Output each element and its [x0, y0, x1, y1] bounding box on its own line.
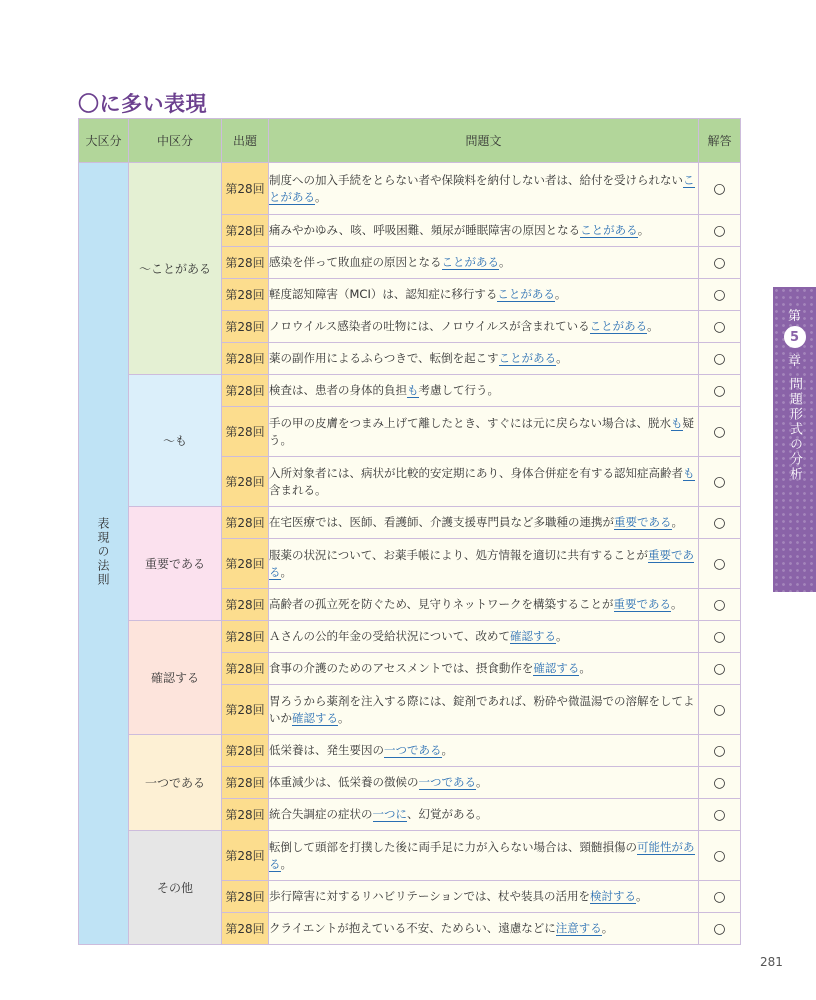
- highlighted-phrase: 一つである: [384, 743, 442, 757]
- highlighted-phrase: 確認する: [510, 629, 557, 643]
- question-text: 。: [556, 351, 568, 365]
- question-text: 高齢者の孤立死を防ぐため、見守りネットワークを構築することが: [269, 597, 614, 611]
- mid-category-cell: 重要である: [129, 507, 222, 621]
- major-category-cell: [79, 163, 129, 945]
- highlighted-phrase: も: [683, 465, 695, 480]
- question-text: 痛みやかゆみ、咳、呼吸困難、頻尿が睡眠障害の原因となる: [269, 223, 581, 237]
- highlighted-phrase: 検討する: [589, 889, 636, 903]
- table-header-row: [79, 119, 741, 163]
- question-cell: [269, 215, 699, 247]
- table-row: [79, 621, 741, 653]
- question-text: Ａさんの公的年金の受給状況について、改めて: [269, 629, 511, 643]
- session-cell: 第28回: [222, 831, 269, 881]
- question-text: 薬の副作用によるふらつきで、転倒を起こす: [269, 351, 499, 365]
- answer-cell: ○: [699, 831, 741, 881]
- question-text: 胃ろうから薬剤を注入する際には、錠剤であれば、粉砕や微温湯での溶解をしてよいか: [269, 693, 695, 725]
- answer-cell: ○: [699, 589, 741, 621]
- question-cell: [269, 589, 699, 621]
- table-body: [79, 163, 741, 945]
- header-session: 出題: [222, 119, 269, 163]
- mid-category-cell: 〜も: [129, 375, 222, 507]
- session-cell: 第28回: [222, 407, 269, 457]
- question-cell: [269, 457, 699, 507]
- question-text: 考慮して行う。: [418, 383, 499, 397]
- question-text: 感染を伴って敗血症の原因となる: [269, 255, 442, 269]
- page-number: 281: [760, 955, 783, 969]
- question-cell: [269, 343, 699, 375]
- question-text: 手の甲の皮膚をつまみ上げて離したとき、すぐには元に戻らない場合は、脱水: [269, 415, 672, 430]
- highlighted-phrase: も: [407, 383, 419, 397]
- question-cell: [269, 621, 699, 653]
- question-text: 。: [280, 564, 292, 579]
- session-cell: 第28回: [222, 163, 269, 215]
- question-text: 。: [671, 515, 683, 529]
- session-cell: 第28回: [222, 881, 269, 913]
- session-cell: 第28回: [222, 767, 269, 799]
- question-cell: [269, 685, 699, 735]
- session-cell: 第28回: [222, 735, 269, 767]
- answer-cell: ○: [699, 311, 741, 343]
- table-row: [79, 507, 741, 539]
- question-text: 歩行障害に対するリハビリテーションでは、杖や装具の活用を: [269, 889, 590, 903]
- highlighted-phrase: 重要である: [613, 597, 672, 611]
- question-text: 。: [637, 223, 650, 237]
- question-cell: [269, 507, 699, 539]
- mid-category-cell: その他: [129, 831, 222, 945]
- question-text: 、幻覚がある。: [407, 807, 488, 821]
- question-cell: [269, 881, 699, 913]
- question-cell: [269, 913, 699, 945]
- mid-category-cell: 〜ことがある: [129, 163, 222, 375]
- highlighted-phrase: 確認する: [533, 661, 580, 675]
- question-text: 体重減少は、低栄養の徴候の: [269, 775, 419, 789]
- answer-cell: ○: [699, 215, 741, 247]
- question-cell: [269, 407, 699, 457]
- session-cell: 第28回: [222, 621, 269, 653]
- session-cell: 第28回: [222, 457, 269, 507]
- question-text: 。: [579, 661, 591, 675]
- question-text: 転倒して頭部を打撲した後に両手足に力が入らない場合は、頸髄損傷の: [269, 839, 637, 854]
- highlighted-phrase: ことがある: [497, 287, 555, 301]
- mid-category-cell: 一つである: [129, 735, 222, 831]
- question-text: ノロウイルス感染者の吐物には、ノロウイルスが含まれている: [269, 319, 590, 333]
- session-cell: 第28回: [222, 247, 269, 279]
- answer-cell: ○: [699, 881, 741, 913]
- question-text: 軽度認知障害（MCI）は、認知症に移行する: [269, 287, 498, 301]
- answer-cell: ○: [699, 799, 741, 831]
- session-cell: 第28回: [222, 539, 269, 589]
- question-text: 含まれる。: [269, 482, 327, 497]
- question-text: 在宅医療では、医師、看護師、介護支援専門員など多職種の連携が: [269, 515, 614, 529]
- question-text: 服薬の状況について、お薬手帳により、処方情報を適切に共有することが: [269, 547, 649, 562]
- answer-cell: ○: [699, 279, 741, 311]
- header-question: 問題文: [269, 119, 699, 163]
- question-cell: [269, 831, 699, 881]
- highlighted-phrase: 一つに: [372, 807, 407, 821]
- answer-cell: ○: [699, 767, 741, 799]
- chapter-prefix: 第: [787, 309, 801, 324]
- question-text: 。: [338, 710, 350, 725]
- highlighted-phrase: ことがある: [589, 319, 648, 333]
- question-text: 統合失調症の症状の: [269, 807, 373, 821]
- question-cell: [269, 163, 699, 215]
- highlighted-phrase: ことがある: [269, 172, 695, 204]
- answer-cell: ○: [699, 913, 741, 945]
- highlighted-phrase: ことがある: [498, 351, 557, 365]
- highlighted-phrase: ことがある: [580, 223, 638, 237]
- session-cell: 第28回: [222, 913, 269, 945]
- session-cell: 第28回: [222, 343, 269, 375]
- highlighted-phrase: 確認する: [292, 710, 338, 725]
- session-cell: 第28回: [222, 215, 269, 247]
- question-cell: [269, 539, 699, 589]
- question-text: 。: [315, 189, 327, 204]
- page-title: 〇に多い表現: [78, 92, 207, 116]
- question-text: 。: [556, 629, 568, 643]
- chapter-suffix: 章: [787, 354, 801, 369]
- table-row: [79, 735, 741, 767]
- question-text: 。: [441, 743, 453, 757]
- chapter-number-badge: 5: [784, 326, 806, 348]
- header-answer: 解答: [699, 119, 741, 163]
- session-cell: 第28回: [222, 507, 269, 539]
- answer-cell: ○: [699, 343, 741, 375]
- session-cell: 第28回: [222, 685, 269, 735]
- question-text: 。: [499, 255, 511, 269]
- session-cell: 第28回: [222, 653, 269, 685]
- question-text: 。: [554, 287, 567, 301]
- header-mid: 中区分: [129, 119, 222, 163]
- header-major: 大区分: [79, 119, 129, 163]
- highlighted-phrase: も: [671, 415, 683, 430]
- session-cell: 第28回: [222, 375, 269, 407]
- answer-cell: ○: [699, 685, 741, 735]
- session-cell: 第28回: [222, 589, 269, 621]
- highlighted-phrase: ことがある: [441, 255, 499, 269]
- session-cell: 第28回: [222, 279, 269, 311]
- question-cell: [269, 653, 699, 685]
- major-category-label: 表現の法則: [96, 517, 110, 587]
- highlighted-phrase: 可能性がある: [269, 839, 695, 871]
- question-text: 。: [280, 856, 292, 871]
- highlighted-phrase: 一つである: [418, 775, 476, 789]
- question-cell: [269, 375, 699, 407]
- question-text: 入所対象者には、病状が比較的安定期にあり、身体合併症を有する認知症高齢者: [269, 465, 683, 480]
- chapter-tab: [773, 287, 816, 592]
- expression-table: [78, 118, 741, 945]
- question-text: 疑う。: [269, 415, 695, 447]
- question-cell: [269, 247, 699, 279]
- answer-cell: ○: [699, 507, 741, 539]
- highlighted-phrase: 注意する: [555, 921, 602, 935]
- question-text: 。: [671, 597, 683, 611]
- answer-cell: ○: [699, 247, 741, 279]
- session-cell: 第28回: [222, 799, 269, 831]
- answer-cell: ○: [699, 621, 741, 653]
- answer-cell: ○: [699, 539, 741, 589]
- answer-cell: ○: [699, 375, 741, 407]
- question-cell: [269, 799, 699, 831]
- session-cell: 第28回: [222, 311, 269, 343]
- answer-cell: ○: [699, 653, 741, 685]
- question-text: 。: [647, 319, 659, 333]
- table-row: [79, 163, 741, 215]
- table-row: [79, 831, 741, 881]
- question-cell: [269, 279, 699, 311]
- question-text: 。: [635, 889, 648, 903]
- question-text: 。: [601, 921, 614, 935]
- question-text: 。: [476, 775, 488, 789]
- question-cell: [269, 767, 699, 799]
- answer-cell: ○: [699, 457, 741, 507]
- question-text: 制度への加入手続をとらない者や保険料を納付しない者は、給付を受けられない: [269, 172, 683, 187]
- question-text: 検査は、患者の身体的負担: [269, 383, 407, 397]
- answer-cell: ○: [699, 735, 741, 767]
- answer-cell: ○: [699, 163, 741, 215]
- question-text: 食事の介護のためのアセスメントでは、摂食動作を: [269, 661, 534, 675]
- highlighted-phrase: 重要である: [269, 547, 695, 579]
- question-cell: [269, 735, 699, 767]
- question-text: クライエントが抱えている不安、ためらい、遠慮などに: [269, 921, 556, 935]
- highlighted-phrase: 重要である: [614, 515, 672, 529]
- answer-cell: ○: [699, 407, 741, 457]
- table-row: [79, 375, 741, 407]
- question-cell: [269, 311, 699, 343]
- chapter-title: 問題形式の分析: [787, 377, 802, 482]
- question-text: 低栄養は、発生要因の: [269, 743, 384, 757]
- mid-category-cell: 確認する: [129, 621, 222, 735]
